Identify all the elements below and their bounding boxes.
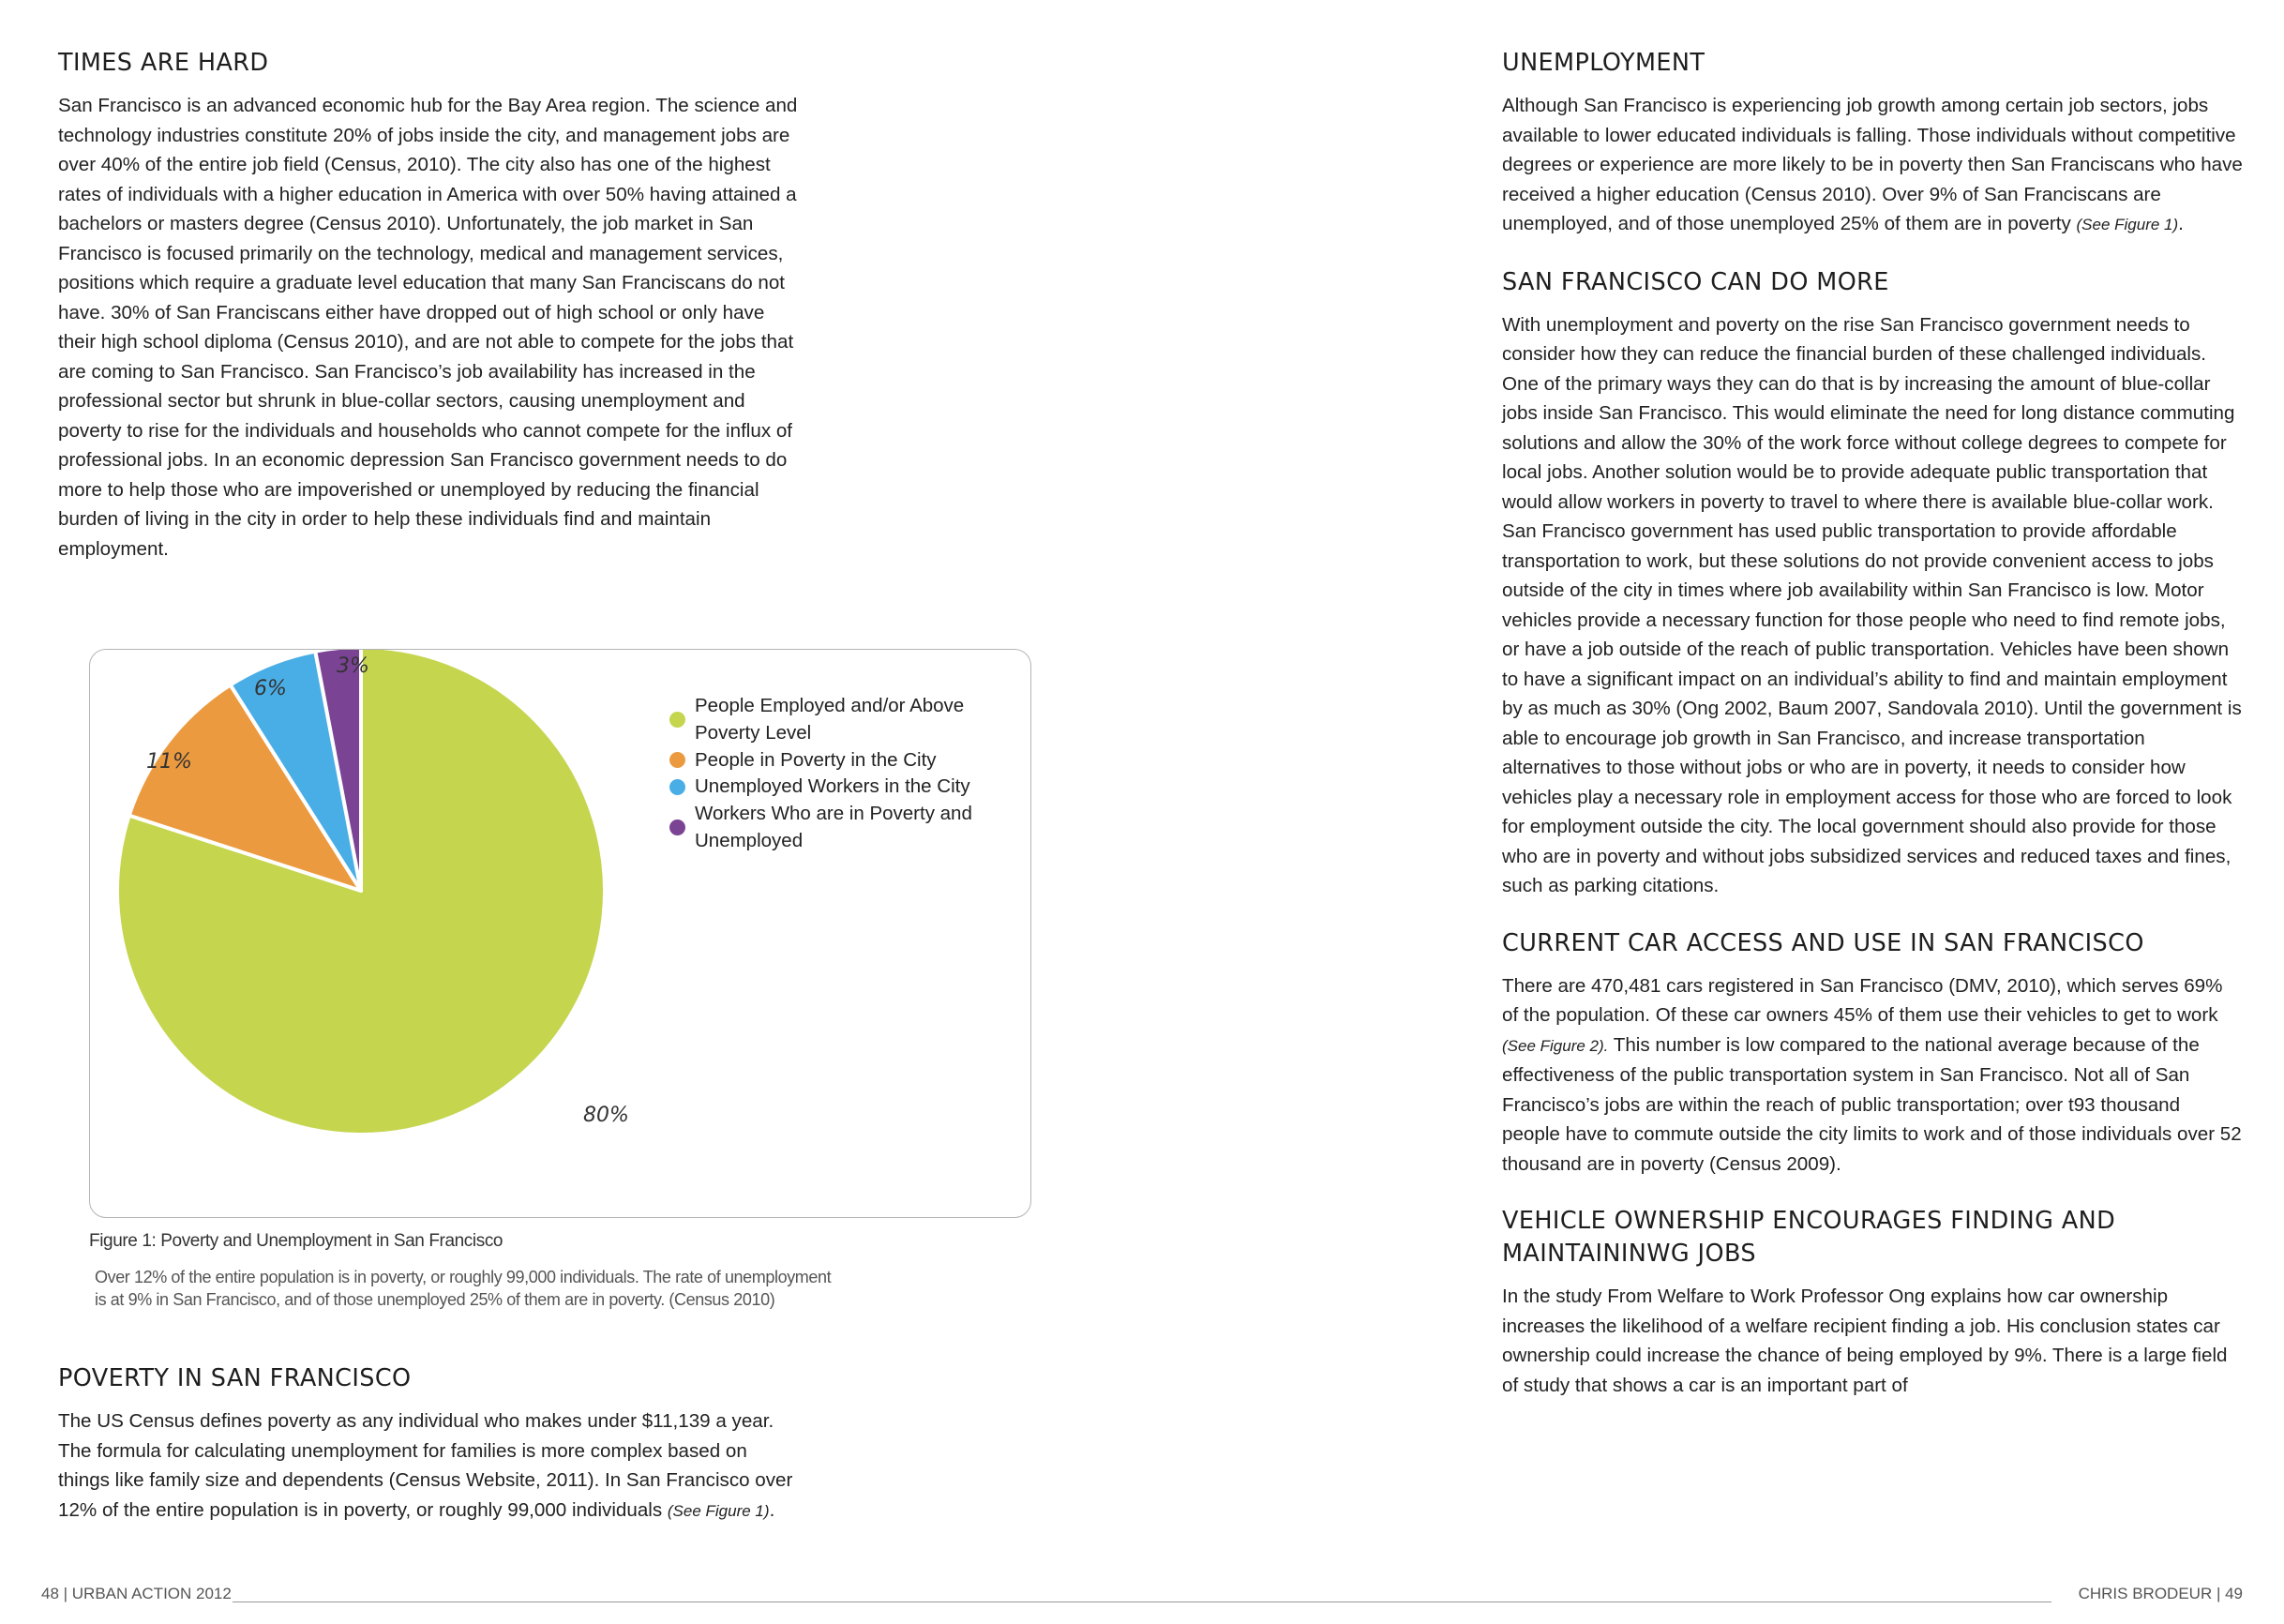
left-page-column	[58, 47, 799, 590]
legend-label-workers-who-are-in-poverty-and-unemployed: Workers Who are in Poverty and Unemployed	[695, 803, 972, 851]
vehicle-ownership-body: In the study From Welfare to Work Professor Ong explains how car ownership increases the likelihood of a welfare recipient finding a job. His conclusion states car ownership could increase the chance of being employed by 9%. There is a large field of study that shows a car is an important part of	[1502, 1286, 2228, 1396]
caption-line-1: Over 12% of the entire population is in poverty, or roughly 99,000 individuals. The rate of unemployment	[95, 1268, 832, 1286]
unemployment-section	[1502, 47, 2243, 240]
car-access-figure-ref: (See Figure 2).	[1502, 1036, 1609, 1055]
pie-label-people-in-poverty-in-the-city: 11%	[146, 750, 192, 774]
right-page-column	[1502, 47, 2243, 1426]
figure-1-caption	[89, 1228, 989, 1311]
unemployment-figure-ref: (See Figure 1)	[2076, 216, 2179, 233]
unemployment-body	[1502, 91, 2243, 240]
legend-label-unemployed-workers-in-the-city: Unemployed Workers in the City	[695, 775, 970, 798]
legend-item-unemployed-workers-in-the-city	[669, 774, 1030, 801]
footer-left-folio: 48 | URBAN ACTION 2012	[41, 1585, 232, 1602]
poverty-section	[58, 1362, 799, 1526]
pie-label-workers-who-are-in-poverty-and-unemployed: 3%	[337, 654, 369, 678]
poverty-body-text: The US Census defines poverty as any individual who makes under $11,139 a year. The formula for calculating unemployment for families is more complex based on things like family size and dependents (Census Website, 2011). In San Francisco over 12% of the entire population is in poverty, or roughly 99,000 individuals	[58, 1410, 793, 1521]
pie-label-people-employed-and-or-above-poverty-level: 80%	[583, 1104, 629, 1127]
unemployment-heading: UNEMPLOYMENT	[1502, 49, 1705, 77]
legend-swatch-unemployed-workers-in-the-city	[669, 779, 685, 795]
car-access-section	[1502, 927, 2243, 1180]
figure-caption-title: Figure 1: Poverty and Unemployment in San Francisco	[89, 1231, 503, 1251]
footer-right-folio: CHRIS BRODEUR | 49	[2078, 1585, 2243, 1602]
vehicle-ownership-heading: VEHICLE OWNERSHIP ENCOURAGES FINDING AND MAINTAININWG JOBS	[1502, 1207, 2116, 1268]
poverty-end-punct: .	[769, 1498, 775, 1521]
can-do-more-heading: SAN FRANCISCO CAN DO MORE	[1502, 267, 1889, 296]
legend-swatch-people-employed-and-or-above-poverty-level	[669, 712, 685, 728]
can-do-more-body: With unemployment and poverty on the rise San Francisco government needs to consider how they can reduce the financial burden of these challenged individuals. One of the primary ways they can do that is by increasing the amount of blue-collar jobs inside San Francisco. This would eliminate the need for long distance commuting solutions and allow the 30% of the work force without college degrees to compete for local jobs. Another solution would be to provide adequate public transportation that would allow workers in poverty to travel to where there is available blue-collar work. San Francisco government has used public transportation to provide affordable transportation to work, but these solutions do not provide convenient access to jobs outside of the city in times where job availability within San Francisco is low. Motor vehicles provide a necessary function for those people who need to find remote jobs, or have a job outside of the reach of public transportation. Vehicles have been shown to have a significant impact on an individual’s ability to find and maintain employment by as much as 30% (Ong 2002, Baum 2007, Sandovala 2010). Until the government is able to encourage job growth in San Francisco, and increase transportation alternatives to those without jobs or who are in poverty, it needs to consider how vehicles play a necessary role in employment access for those who are forced to look for employment outside the city. The local government should also provide for those who are in poverty and without jobs subsidized services and reduced taxes and fines, such as parking citations.	[1502, 313, 2242, 896]
times-are-hard-section	[58, 47, 799, 564]
legend-label-people-employed-and-or-above-poverty-level: People Employed and/or Above Poverty Level	[695, 695, 965, 744]
page-footer	[0, 1585, 2284, 1607]
footer-rule	[233, 1601, 2051, 1602]
can-do-more-section	[1502, 266, 2243, 901]
car-access-body	[1502, 971, 2243, 1180]
caption-line-2: is at 9% in San Francisco, and of those unemployed 25% of them are in poverty. (Census 2010)	[95, 1290, 775, 1309]
legend-swatch-people-in-poverty-in-the-city	[669, 752, 685, 768]
legend-swatch-workers-who-are-in-poverty-and-unemployed	[669, 820, 685, 835]
figure-1-chart-box	[89, 649, 1031, 1218]
poverty-figure-ref: (See Figure 1)	[667, 1501, 770, 1520]
car-access-body-after: This number is low compared to the national average because of the effectiveness of the public transportation system in San Francisco. Not all of San Francisco’s jobs are within the reach of public transportation; over t93 thousand people have to commute outside the city limits to work and of those individuals over 52 thousand are in poverty (Census 2009).	[1502, 1033, 2242, 1175]
poverty-body	[58, 1406, 799, 1526]
chart-legend	[669, 693, 1030, 855]
legend-item-people-in-poverty-in-the-city	[669, 747, 1030, 774]
legend-item-people-employed-and-or-above-poverty-level	[669, 693, 1030, 747]
pie-label-unemployed-workers-in-the-city: 6%	[254, 677, 287, 700]
figure-caption-description	[95, 1266, 989, 1311]
car-access-body-before: There are 470,481 cars registered in San Francisco (DMV, 2010), which serves 69% of the population. Of these car owners 45% of them use their vehicles to get to work	[1502, 974, 2223, 1026]
vehicle-ownership-section	[1502, 1205, 2243, 1400]
unemployment-body-text: Although San Francisco is experiencing job growth among certain job sectors, jobs available to lower educated individuals is falling. Those individuals without competitive degrees or experience are more likely to be in poverty then San Franciscans who have received a higher education (Census 2010). Over 9% of San Franciscans are unemployed, and of those unemployed 25% of them are in poverty	[1502, 95, 2243, 234]
unemployment-end-punct: .	[2178, 213, 2184, 234]
legend-label-people-in-poverty-in-the-city: People in Poverty in the City	[695, 748, 937, 771]
car-access-heading: CURRENT CAR ACCESS AND USE IN SAN FRANCISCO	[1502, 928, 2144, 957]
poverty-heading: POVERTY IN SAN FRANCISCO	[58, 1364, 412, 1392]
times-are-hard-heading: TIMES ARE HARD	[58, 49, 269, 77]
legend-item-workers-who-are-in-poverty-and-unemployed	[669, 801, 1030, 855]
times-are-hard-body: San Francisco is an advanced economic hub for the Bay Area region. The science and technology industries constitute 20% of jobs inside the city, and management jobs are over 40% of the entire job field (Census, 2010). The city also has one of the highest rates of individuals with a higher education in America with over 50% having attained a bachelors or masters degree (Census 2010). Unfortunately, the job market in San Francisco is focused primarily on the technology, medical and management services, positions which require a graduate level education that many San Franciscans do not have. 30% of San Franciscans either have dropped out of high school or only have their high school diploma (Census 2010), and are not able to compete for the jobs that are coming to San Francisco. San Francisco’s job availability has increased in the professional sector but shrunk in blue-collar sectors, causing unemployment and poverty to rise for the individuals and households who cannot compete for the influx of professional jobs. In an economic depression San Francisco government needs to do more to help those who are impoverished or unemployed by reducing the financial burden of living in the city in order to help these individuals find and maintain employment.	[58, 95, 798, 560]
